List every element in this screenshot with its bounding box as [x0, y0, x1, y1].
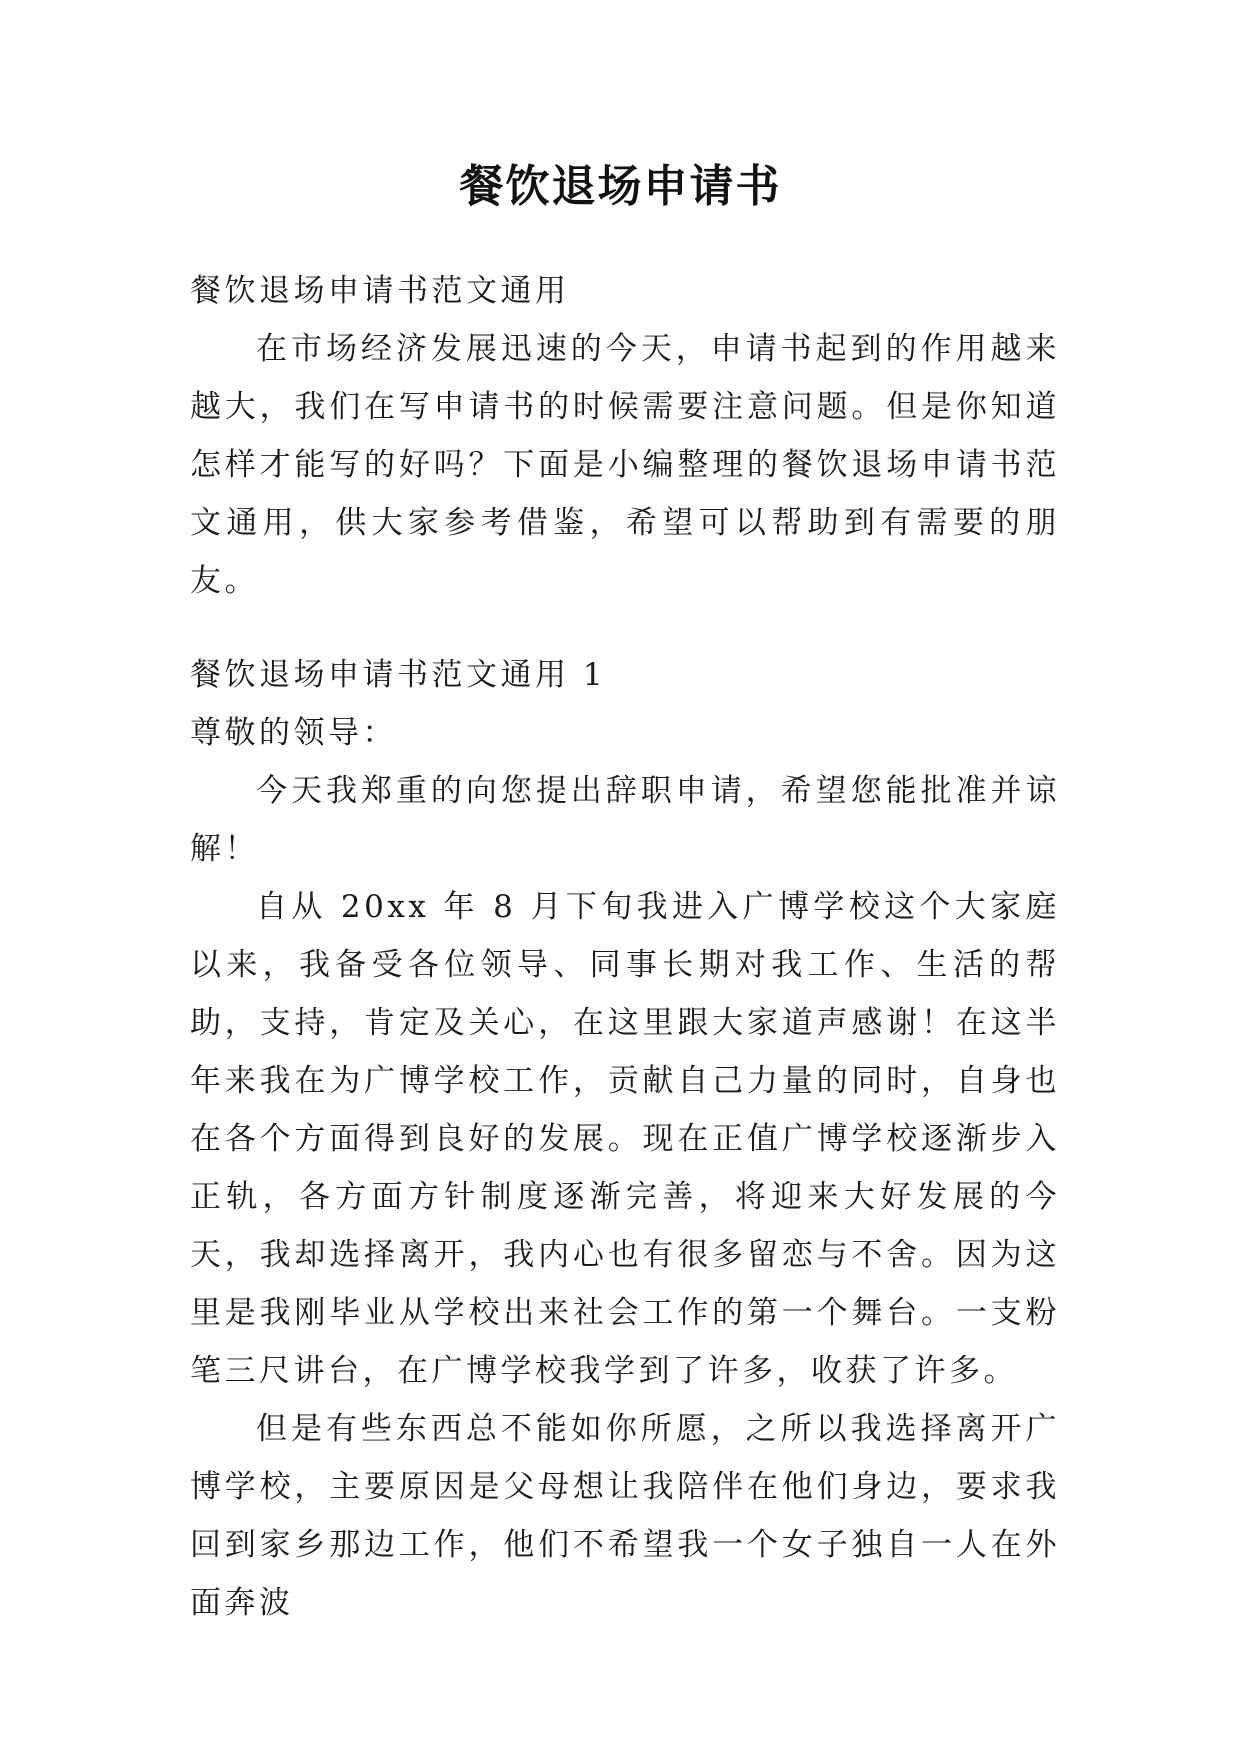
document-body: [190, 262, 1060, 1632]
section-heading: 餐饮退场申请书范文通用 1: [190, 657, 607, 693]
section-gap: [190, 610, 1060, 646]
body-paragraph-1: 今天我郑重的向您提出辞职申请，希望您能批准并谅解！: [190, 773, 1060, 867]
intro-paragraph: 在市场经济发展迅速的今天，申请书起到的作用越来越大，我们在写申请书的时候需要注意问题。但是你知道怎样才能写的好吗？下面是小编整理的餐饮退场申请书范文通用，供大家参考借鉴，希望可以帮助到有需要的朋友。: [190, 331, 1060, 599]
document-title: 餐饮退场申请书: [459, 161, 782, 212]
body-paragraph-2: 自从 20xx 年 8 月下旬我进入广博学校这个大家庭以来，我备受各位领导、同事长期对我工作、生活的帮助，支持，肯定及关心，在这里跟大家道声感谢！在这半年来我在为广博学校工作，贡献自己力量的同时，自身也在各个方面得到良好的发展。现在正值广博学校逐渐步入正轨，各方面方针制度逐渐完善，将迎来大好发展的今天，我却选择离开，我内心也有很多留恋与不舍。因为这里是我刚毕业从学校出来社会工作的第一个舞台。一支粉笔三尺讲台，在广博学校我学到了许多，收获了许多。: [190, 889, 1060, 1389]
salutation: 尊敬的领导：: [190, 715, 397, 751]
document-subtitle: 餐饮退场申请书范文通用: [190, 273, 570, 309]
body-paragraph-3: 但是有些东西总不能如你所愿，之所以我选择离开广博学校，主要原因是父母想让我陪伴在他们身边，要求我回到家乡那边工作，他们不希望我一个女子独自一人在外面奔波: [190, 1411, 1060, 1621]
